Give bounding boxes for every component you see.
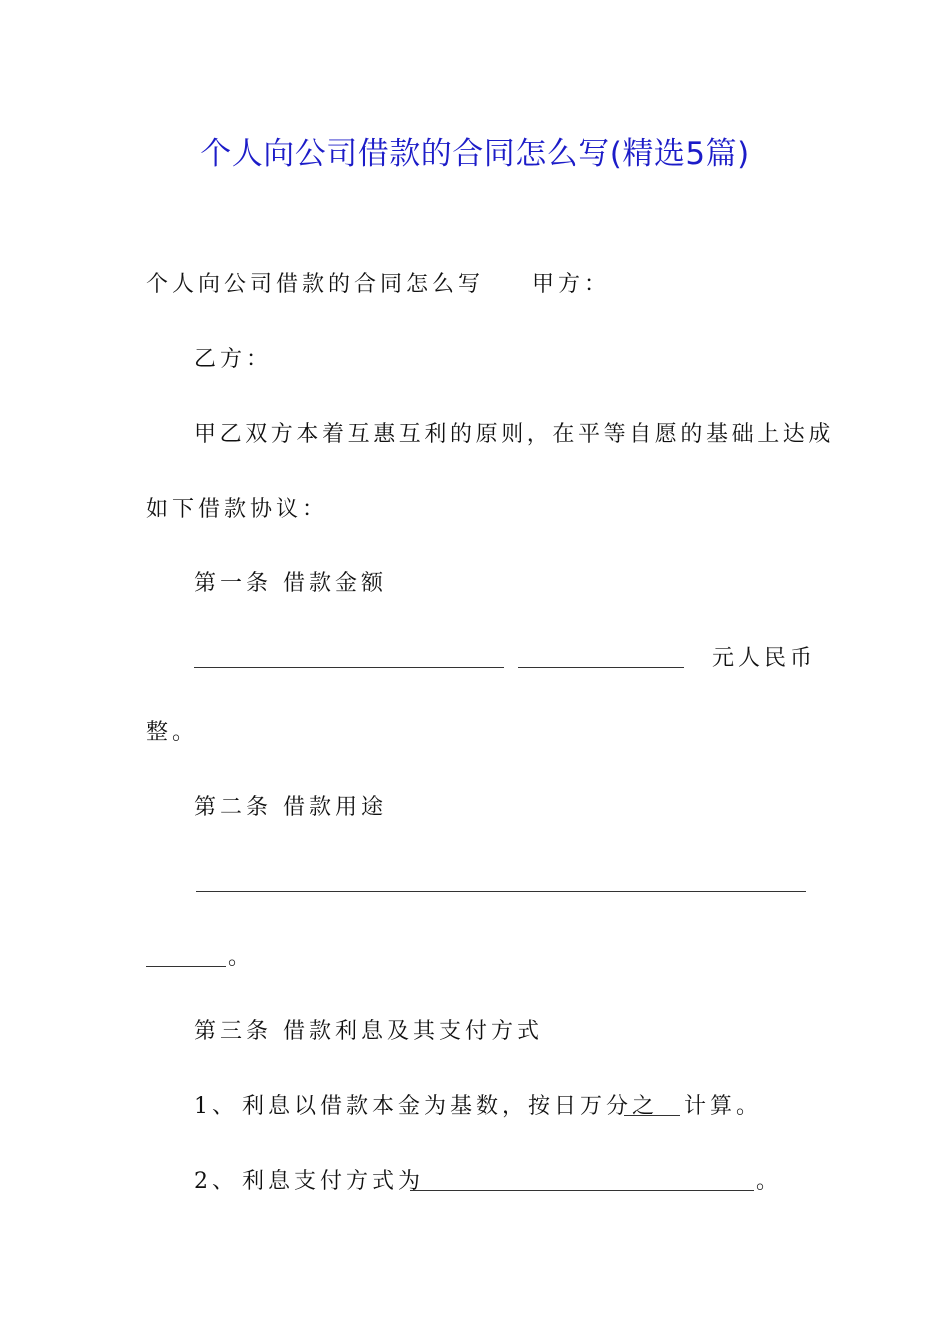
intro-text: 个人向公司借款的合同怎么写 bbox=[146, 272, 485, 297]
article-2-heading: 第二条 借款用途 bbox=[194, 795, 387, 820]
purpose-blank-1 bbox=[196, 891, 806, 892]
clause-1-text: 利息以借款本金为基数，按日万分之 bbox=[242, 1094, 659, 1119]
payment-method-blank bbox=[410, 1190, 754, 1191]
document-title: 个人向公司借款的合同怎么写(精选5篇) bbox=[200, 136, 750, 172]
amount-blank-1 bbox=[194, 667, 504, 668]
article-3-heading: 第三条 借款利息及其支付方式 bbox=[194, 1019, 543, 1044]
purpose-blank-2 bbox=[146, 966, 226, 967]
amount-suffix: 整。 bbox=[146, 720, 199, 745]
party-a-label: 甲方： bbox=[532, 272, 611, 297]
purpose-end-mark: 。 bbox=[228, 945, 255, 970]
amount-unit: 元人民币 bbox=[712, 646, 817, 671]
agreement-intro-cont: 如下借款协议： bbox=[146, 497, 329, 522]
agreement-intro: 甲乙双方本着互惠互利的原则，在平等自愿的基础上达成 bbox=[194, 422, 835, 447]
clause-2-text: 利息支付方式为 bbox=[242, 1169, 425, 1194]
heading-line-party-a bbox=[146, 268, 610, 302]
clause-1-number: 1、 bbox=[194, 1094, 238, 1119]
interest-rate-blank bbox=[624, 1115, 680, 1116]
clause-2-number: 2、 bbox=[194, 1169, 238, 1194]
clause-1-end: 计算。 bbox=[684, 1094, 763, 1119]
article-1-heading: 第一条 借款金额 bbox=[194, 571, 387, 596]
clause-2-end: 。 bbox=[756, 1169, 783, 1194]
party-b-label: 乙方： bbox=[194, 347, 273, 372]
amount-blank-2 bbox=[518, 667, 684, 668]
